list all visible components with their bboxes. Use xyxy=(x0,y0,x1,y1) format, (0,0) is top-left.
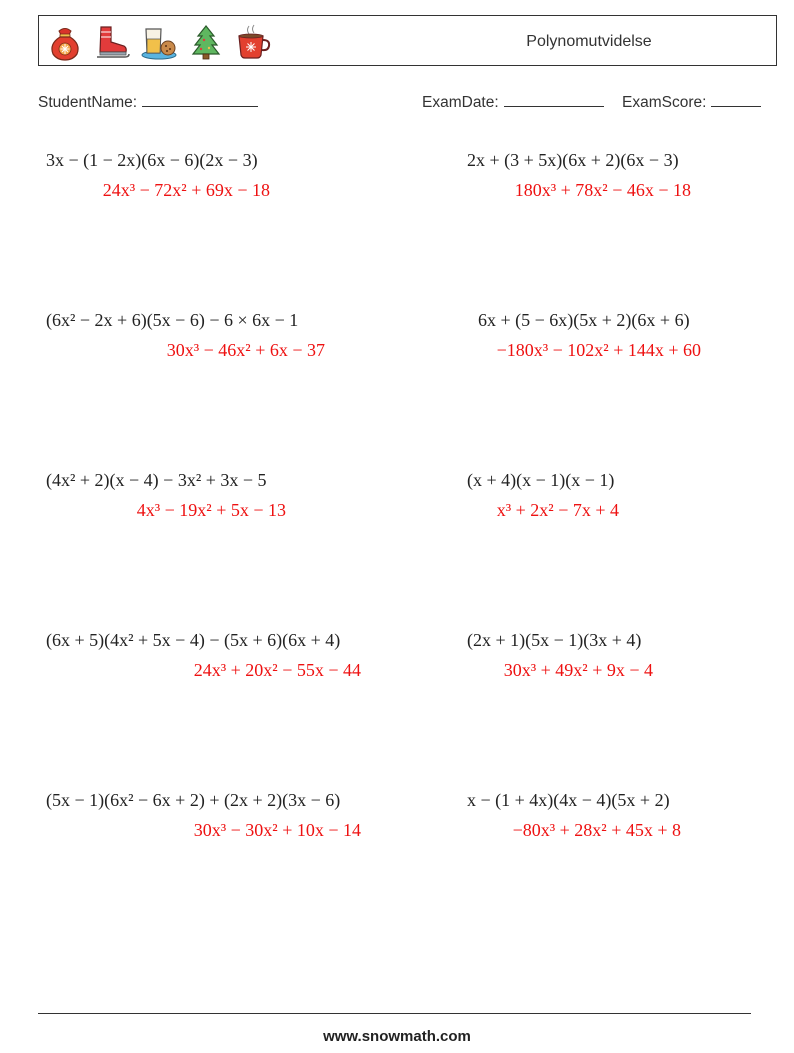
hot-cocoa-mug-icon xyxy=(233,22,273,62)
student-name-blank[interactable] xyxy=(142,92,258,107)
ice-skate-icon xyxy=(92,22,132,62)
problem-4-question: 6x + (5 − 6x)(5x + 2)(6x + 6) xyxy=(478,310,690,330)
problem-6-question: (x + 4)(x − 1)(x − 1) xyxy=(467,470,615,490)
problem-6-answer: x³ + 2x² − 7x + 4 xyxy=(496,500,619,520)
santa-sack-icon xyxy=(45,22,85,62)
problem-2-answer: 180x³ + 78x² − 46x − 18 xyxy=(514,180,691,200)
exam-score-blank[interactable] xyxy=(711,92,761,107)
problem-1-question: 3x − (1 − 2x)(6x − 6)(2x − 3) xyxy=(46,150,258,170)
footer-divider xyxy=(38,1013,751,1014)
problem-9-answer: 30x³ − 30x² + 10x − 14 xyxy=(193,820,361,840)
exam-score-field xyxy=(622,92,761,112)
milk-and-cookie-icon xyxy=(139,22,179,62)
header-icons xyxy=(45,20,273,64)
christmas-tree-icon xyxy=(186,22,226,62)
problem-4-answer: −180x³ − 102x² + 144x + 60 xyxy=(496,340,701,360)
problem-5-question: (4x² + 2)(x − 4) − 3x² + 3x − 5 xyxy=(46,470,267,490)
problem-8-question: (2x + 1)(5x − 1)(3x + 4) xyxy=(467,630,642,650)
problem-2-question: 2x + (3 + 5x)(6x + 2)(6x − 3) xyxy=(467,150,679,170)
exam-date-field xyxy=(422,92,604,112)
worksheet-title: Polynomutvidelse xyxy=(526,33,652,50)
problem-9-question: (5x − 1)(6x² − 6x + 2) + (2x + 2)(3x − 6) xyxy=(46,790,341,810)
student-name-field xyxy=(38,92,258,112)
problem-7-answer: 24x³ + 20x² − 55x − 44 xyxy=(193,660,361,680)
student-name-label: StudentName: xyxy=(38,94,138,111)
exam-date-label: ExamDate: xyxy=(422,94,499,111)
problem-10-question: x − (1 + 4x)(4x − 4)(5x + 2) xyxy=(467,790,670,810)
footer-url[interactable]: www.snowmath.com xyxy=(323,1028,471,1045)
problem-1-answer: 24x³ − 72x² + 69x − 18 xyxy=(102,180,270,200)
exam-score-label: ExamScore: xyxy=(622,94,707,111)
problem-8-answer: 30x³ + 49x² + 9x − 4 xyxy=(503,660,653,680)
problem-10-answer: −80x³ + 28x² + 45x + 8 xyxy=(512,820,681,840)
exam-date-blank[interactable] xyxy=(504,92,604,107)
problem-3-question: (6x² − 2x + 6)(5x − 6) − 6 × 6x − 1 xyxy=(46,310,299,330)
problem-7-question: (6x + 5)(4x² + 5x − 4) − (5x + 6)(6x + 4) xyxy=(46,630,341,650)
worksheet-header xyxy=(38,15,777,66)
problem-5-answer: 4x³ − 19x² + 5x − 13 xyxy=(136,500,286,520)
problem-3-answer: 30x³ − 46x² + 6x − 37 xyxy=(166,340,325,360)
